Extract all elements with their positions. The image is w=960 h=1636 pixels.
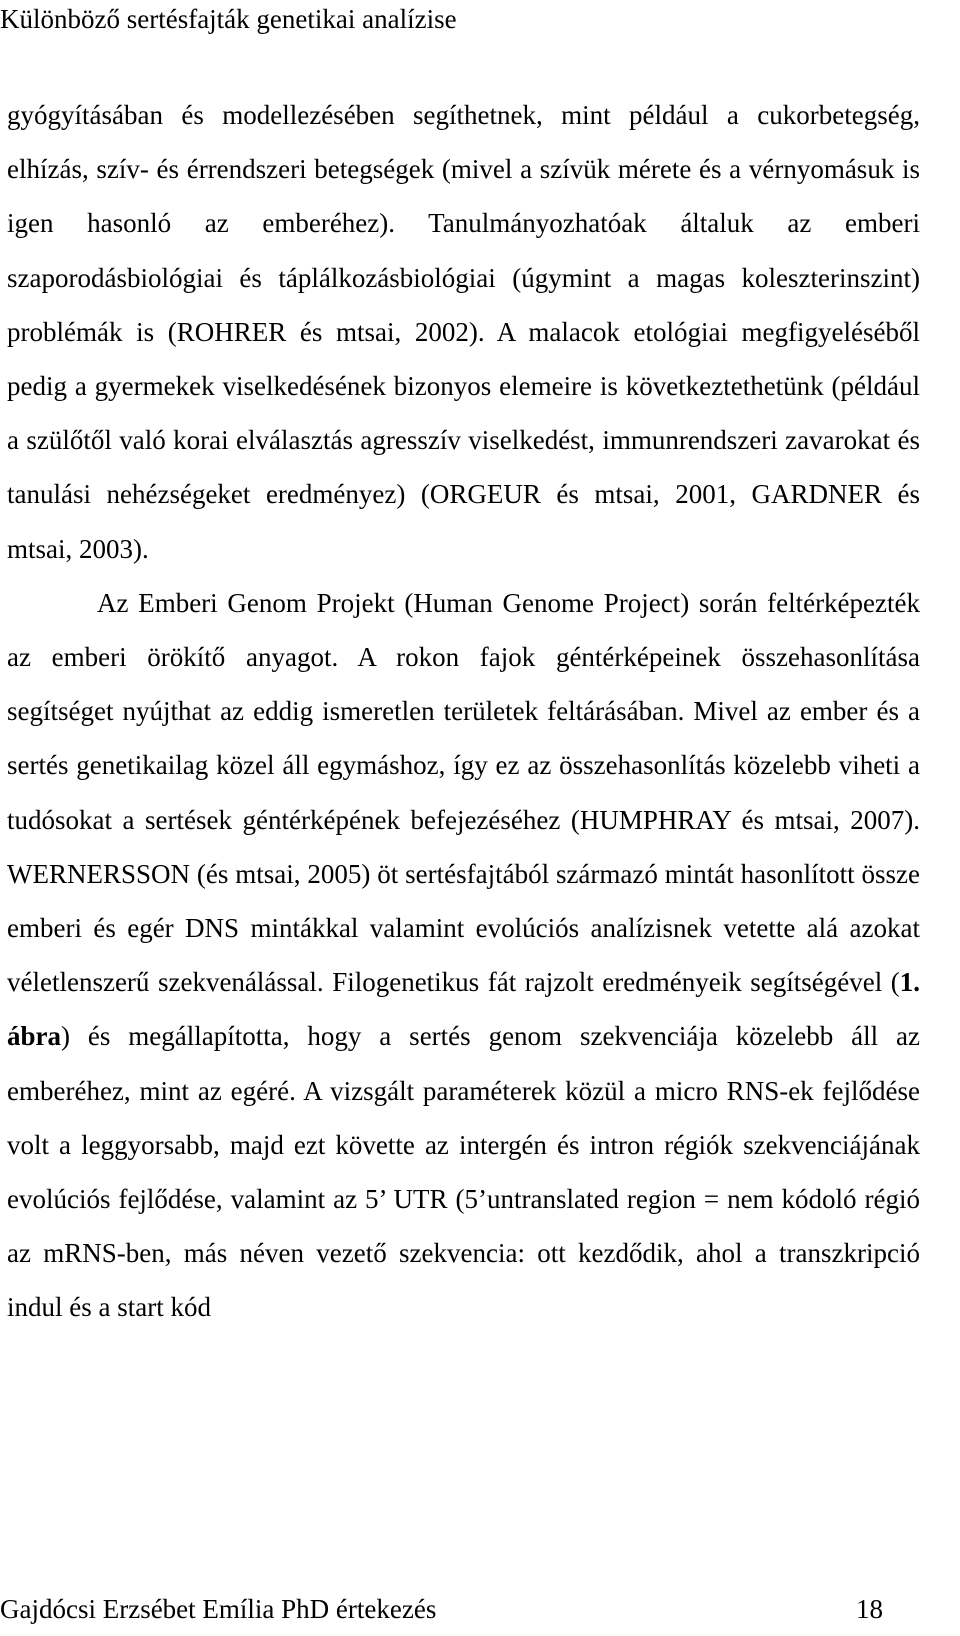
document-title: Különböző sertésfajták genetikai analízise: [0, 4, 457, 34]
page-footer: [0, 1593, 883, 1625]
footer-author: Gajdócsi Erzsébet Emília PhD értekezés: [0, 1594, 437, 1624]
paragraph-1-text: gyógyításában és modellezésében segíthetnek, mint például a cukorbetegség, elhízás, szív- és érrendszeri betegségek (mivel a szívük mérete és a vérnyomásuk is igen hasonló az emberéhez). Tanulmányozhatóak általuk az emberi szaporodásbiológiai és táplálkozásbiológiai (úgymint a magas koleszterinszint) problémák is (ROHRER és mtsai, 2002). A malacok etológiai megfigyeléséből pedig a gyermekek viselkedésének bizonyos elemeire is következtethetünk (például a szülőtől való korai elválasztás agresszív viselkedést, immunrendszeri zavarokat és tanulási nehézségeket eredményez) (ORGEUR és mtsai, 2001, GARDNER és mtsai, 2003).: [7, 100, 920, 564]
paragraph-2: [7, 576, 920, 1335]
page-number: 18: [856, 1594, 883, 1624]
paragraph-2-text-b: ) és megállapította, hogy a sertés genom szekvenciája közelebb áll az emberéhez, mint az egéré. A vizsgált paraméterek közül a micro RNS-ek fejlődése volt a leggyorsabb, majd ezt követte az intergén és intron régiók szekvenciájának evolúciós fejlődése, valamint az 5’ UTR (5’untranslated region = nem kódoló régió az mRNS-ben, más néven vezető szekvencia: ott kezdődik, ahol a transzkripció indul és a start kód: [7, 1021, 920, 1323]
body-text: [7, 88, 920, 1335]
running-header: [0, 3, 457, 35]
paragraph-1: [7, 88, 920, 576]
paragraph-2-text-a: Az Emberi Genom Projekt (Human Genome Project) során feltérképezték az emberi örökítő anyagot. A rokon fajok géntérképeinek összehasonlítása segítséget nyújthat az eddig ismeretlen területek feltárásában. Mivel az ember és a sertés genetikailag közel áll egymáshoz, így ez az összehasonlítás közelebb viheti a tudósokat a sertések géntérképének befejezéséhez (HUMPHRAY és mtsai, 2007). WERNERSSON (és mtsai, 2005) öt sertésfajtából származó mintát hasonlított össze emberi és egér DNS mintákkal valamint evolúciós analízisnek vetette alá azokat véletlenszerű szekvenálással. Filogenetikus fát rajzolt eredményeik segítségével (: [7, 587, 920, 998]
figure-reference: 1. ábra: [7, 967, 920, 1052]
